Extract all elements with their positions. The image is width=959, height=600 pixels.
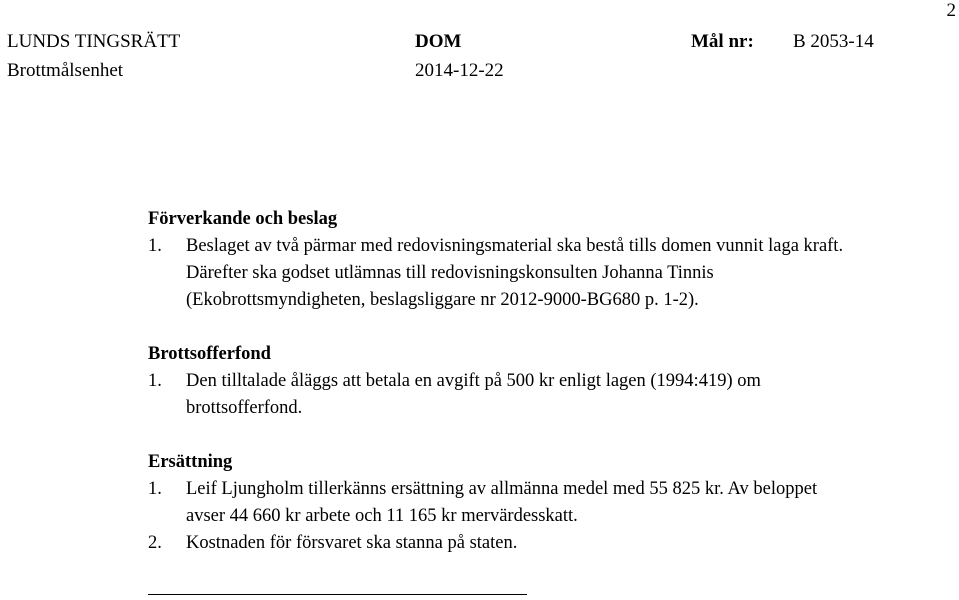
document-type: DOM [415,31,462,52]
case-number-label: Mål nr: [691,31,754,52]
item-line: Kostnaden för försvaret ska stanna på staten. [186,533,518,553]
section-spacer [148,422,948,449]
item-line: Därefter ska godset utlämnas till redovisningskonsulten Johanna Tinnis [186,263,714,283]
item-number: 1. [148,236,162,256]
section-spacer [148,314,948,341]
document-date: 2014-12-22 [415,60,504,81]
item-line: brottsofferfond. [186,398,303,418]
court-name: LUNDS TINGSRÄTT [7,31,181,52]
item-line: Beslaget av två pärmar med redovisningsmaterial ska bestå tills domen vunnit laga kraft. [186,236,844,256]
section-heading: Ersättning [148,452,233,472]
item-line: avser 44 660 kr arbete och 11 165 kr mervärdesskatt. [186,506,578,526]
list-item [148,233,948,314]
section-compensation [148,449,948,557]
forfeiture-list [148,233,948,314]
case-number: B 2053-14 [793,31,874,52]
signature-line [148,594,527,595]
list-item [148,476,948,530]
item-line: (Ekobrottsmyndigheten, beslagsliggare nr 2012-9000-BG680 p. 1-2). [186,290,699,310]
item-number: 2. [148,533,162,553]
judgment-content [148,206,948,557]
item-number: 1. [148,371,162,391]
section-victim-fund [148,341,948,422]
court-unit: Brottmålsenhet [7,60,124,81]
item-number: 1. [148,479,162,499]
page-number: 2 [946,0,956,21]
section-forfeiture [148,206,948,314]
section-heading: Förverkande och beslag [148,209,338,229]
victim-fund-list [148,368,948,422]
item-line: Leif Ljungholm tillerkänns ersättning av allmänna medel med 55 825 kr. Av beloppet [186,479,818,499]
list-item [148,530,948,557]
compensation-list [148,476,948,557]
list-item [148,368,948,422]
section-heading: Brottsofferfond [148,344,271,364]
item-line: Den tilltalade åläggs att betala en avgift på 500 kr enligt lagen (1994:419) om [186,371,761,391]
